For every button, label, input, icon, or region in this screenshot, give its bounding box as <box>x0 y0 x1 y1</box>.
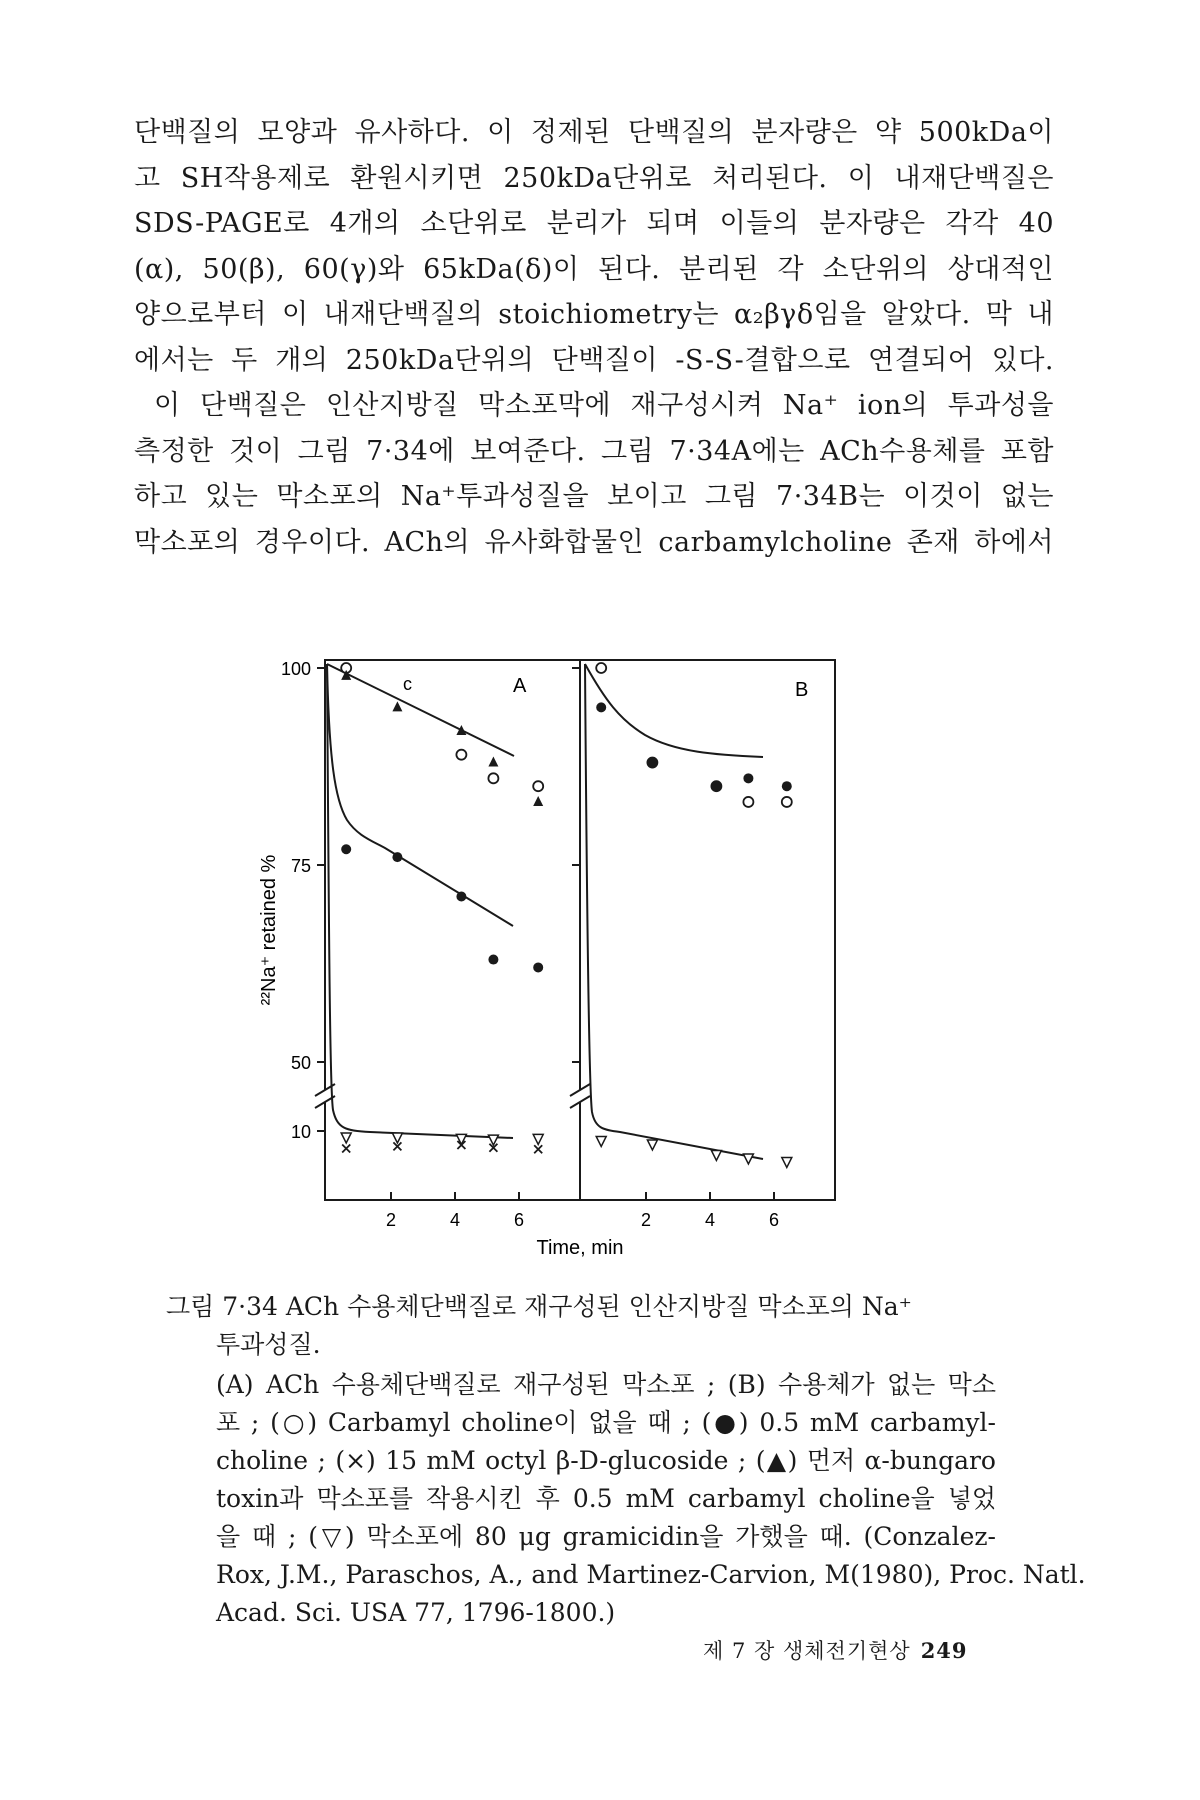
data-point-open-triangle-down <box>711 1151 721 1161</box>
y-tick-label: 50 <box>290 1053 311 1073</box>
chapter-title: 제 7 장 생체전기현상 <box>703 1639 911 1663</box>
body-line: 고 SH작용제로 환원시키면 250kDa단위로 처리된다. 이 내재단백질은 <box>134 162 1054 194</box>
data-point-filled-circle <box>782 781 792 791</box>
data-point-filled-triangle <box>392 701 402 711</box>
caption-line: Rox, J.M., Paraschos, A., and Martinez-Carvion, M(1980), Proc. Natl. <box>216 1560 1086 1589</box>
figure-caption <box>166 1288 1086 1632</box>
body-line: 하고 있는 막소포의 Na⁺투과성질을 보이고 그림 7·34B는 이것이 없는 <box>134 481 1054 512</box>
caption-line: toxin과 막소포를 작용시킨 후 0.5 mM carbamyl choline을 넣었 <box>216 1484 996 1513</box>
x-tick-label: 2 <box>640 1210 652 1230</box>
data-point-open-triangle-down <box>392 1133 402 1143</box>
x-tick-label: 4 <box>449 1210 461 1230</box>
body-line: 에서는 두 개의 250kDa단위의 단백질이 -S-S-결합으로 연결되어 있다. <box>134 344 1054 376</box>
body-line: 측정한 것이 그림 7·34에 보여준다. 그림 7·34A에는 ACh수용체를 포함 <box>134 435 1054 467</box>
body-line: (α), 50(β), 60(γ)와 65kDa(δ)이 된다. 분리된 각 소단위의 상대적인 <box>134 253 1054 285</box>
fit-curve-a-top <box>330 650 585 664</box>
y-tick-label: 10 <box>290 1122 311 1142</box>
data-point-open-triangle-down <box>533 1134 543 1144</box>
fit-curve-a-open <box>327 664 514 756</box>
panel-label-a: A <box>513 675 527 697</box>
panel-label-b: B <box>795 679 809 701</box>
fit-curve-b-bottom <box>585 664 763 1159</box>
y-axis-label: ²²Na⁺ retained % <box>258 854 280 1006</box>
y-tick-label: 75 <box>290 856 311 876</box>
caption-line: 을 때 ; (▽) 막소포에 80 μg gramicidin을 가했을 때. (Conzalez- <box>216 1522 996 1551</box>
data-point-filled-circle <box>392 852 402 862</box>
body-line: SDS-PAGE로 4개의 소단위로 분리가 되며 이들의 분자량은 각각 40 <box>134 208 1054 239</box>
x-tick-label: 2 <box>385 1210 397 1230</box>
data-point-filled-circle <box>596 702 606 712</box>
body-text <box>134 110 1054 565</box>
data-point-open-circle <box>596 663 606 673</box>
fit-curves <box>327 650 763 1159</box>
figure-7-34 <box>245 650 945 1270</box>
data-point-filled-circle <box>488 955 498 965</box>
fit-curve-a-filled <box>327 664 513 926</box>
caption-line: Acad. Sci. USA 77, 1796-1800.) <box>216 1598 616 1627</box>
x-axis-label: Time, min <box>536 1237 624 1259</box>
chart-marks <box>341 663 792 1168</box>
data-point-filled-triangle <box>488 757 498 767</box>
caption-line: choline ; (×) 15 mM octyl β-D-glucoside ; (▲) 먼저 α-bungaro <box>216 1446 996 1475</box>
x-tick-label: 6 <box>513 1210 525 1230</box>
chart <box>245 650 945 1270</box>
data-point-filled-circle <box>647 758 657 768</box>
caption-line: 포 ; (○) Carbamyl choline이 없을 때 ; (●) 0.5 mM carbamyl- <box>216 1408 996 1437</box>
x-ticks <box>386 1192 779 1230</box>
data-point-filled-circle <box>533 962 543 972</box>
data-point-open-triangle-down <box>647 1140 657 1150</box>
data-point-open-circle <box>743 797 753 807</box>
data-point-open-triangle-down <box>743 1154 753 1164</box>
data-point-filled-circle <box>341 844 351 854</box>
data-point-open-triangle-down <box>341 1133 351 1143</box>
x-tick-label: 4 <box>704 1210 716 1230</box>
data-point-filled-circle <box>743 773 753 783</box>
data-point-filled-triangle <box>456 725 466 735</box>
data-point-open-triangle-down <box>596 1137 606 1147</box>
data-point-open-circle <box>782 797 792 807</box>
panel-a-annotation: c <box>403 674 412 694</box>
data-point-filled-circle <box>711 781 721 791</box>
body-line: 막소포의 경우이다. ACh의 유사화합물인 carbamylcholine 존재 하에서 <box>134 526 1054 558</box>
body-line: 단백질의 모양과 유사하다. 이 정제된 단백질의 분자량은 약 500kDa이 <box>134 117 1054 148</box>
data-point-open-triangle-down <box>782 1158 792 1168</box>
page-number: 249 <box>920 1638 968 1663</box>
data-point-filled-triangle <box>533 796 543 806</box>
y-tick-label: 100 <box>280 659 311 679</box>
data-point-open-circle <box>456 750 466 760</box>
body-line: 이 단백질은 인산지방질 막소포막에 재구성시켜 Na⁺ ion의 투과성을 <box>154 390 1054 421</box>
data-point-filled-circle <box>456 892 466 902</box>
data-point-cross <box>534 1145 542 1153</box>
fit-curve-a-bottom <box>327 664 513 1138</box>
fit-curve-b-top <box>585 664 763 757</box>
x-tick-label: 6 <box>768 1210 780 1230</box>
caption-description <box>166 1366 1086 1632</box>
data-point-open-circle <box>533 781 543 791</box>
data-point-cross <box>342 1145 350 1153</box>
page-footer <box>703 1635 968 1665</box>
data-point-open-triangle-down <box>456 1134 466 1144</box>
caption-title: 그림 7·34 ACh 수용체단백질로 재구성된 인산지방질 막소포의 Na⁺ <box>166 1292 912 1321</box>
body-line: 양으로부터 이 내재단백질의 stoichiometry는 α₂βγδ임을 알았다. 막 내 <box>134 299 1054 330</box>
data-point-open-circle <box>488 773 498 783</box>
caption-title: 투과성질. <box>216 1330 321 1359</box>
caption-line: (A) ACh 수용체단백질로 재구성된 막소포 ; (B) 수용체가 없는 막소 <box>216 1370 996 1399</box>
